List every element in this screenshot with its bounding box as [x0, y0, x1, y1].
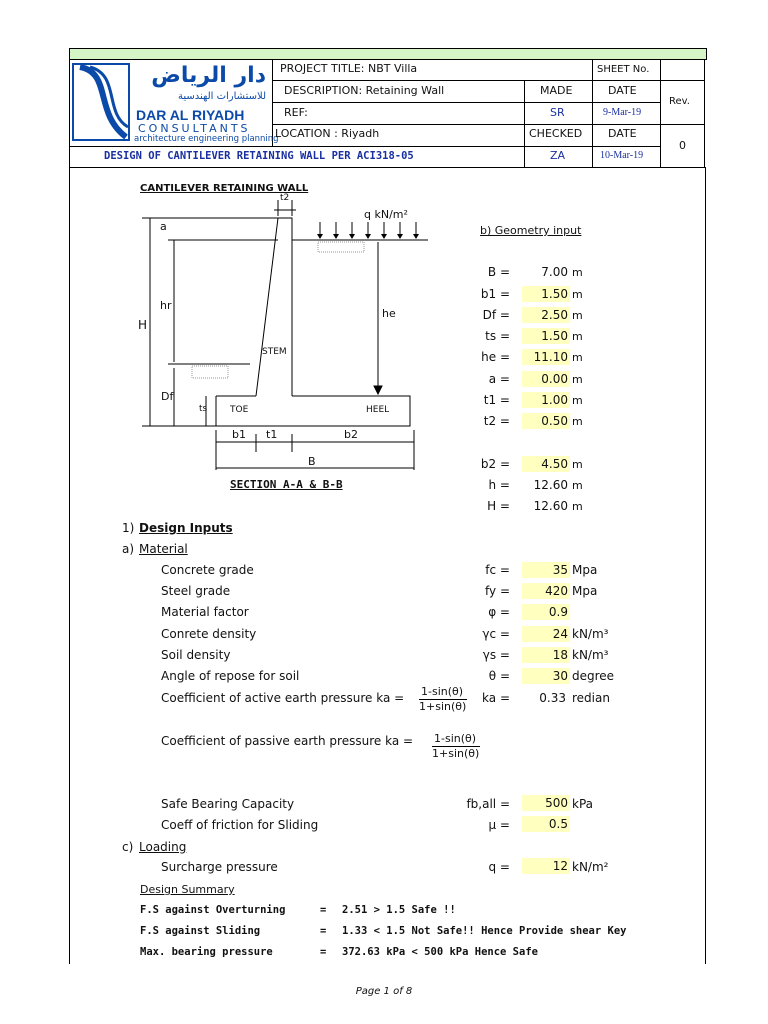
material-value: 35 [522, 562, 570, 578]
bearing-value: 500 [522, 795, 570, 811]
kp-den: 1+sin(θ) [432, 747, 480, 760]
geometry-label: ts = [485, 329, 510, 343]
material-value: 30 [522, 668, 570, 684]
geometry-value: 1.50 [522, 328, 570, 344]
summary-text: 2.51 > 1.5 Safe !! [342, 904, 456, 916]
retaining-wall-diagram [130, 190, 430, 490]
toe-label: TOE [230, 405, 249, 415]
description: DESCRIPTION: Retaining Wall [284, 84, 445, 97]
summary-name: F.S against Sliding [140, 925, 261, 937]
rev-label: Rev. [669, 96, 690, 107]
geometry-unit: m [572, 309, 583, 322]
geometry-value: 2.50 [522, 307, 570, 323]
friction-value: 0.5 [522, 816, 570, 832]
Df-label: Df [161, 390, 174, 403]
ka-num: 1-sin(θ) [421, 685, 464, 698]
t2-label: t2 [280, 193, 290, 203]
material-symbol: γs = [482, 648, 510, 662]
material-value: 0.9 [522, 604, 570, 620]
sheet-no-label: SHEET No. [597, 64, 650, 75]
material-value: 18 [522, 647, 570, 663]
summary-title: Design Summary [140, 883, 235, 896]
geometry-value: 4.50 [522, 456, 570, 472]
material-name: Concrete grade [161, 563, 254, 577]
geometry-value: 12.60 [533, 478, 568, 492]
geometry-unit: m [572, 373, 583, 386]
B-label: B [308, 455, 316, 468]
geometry-unit: m [572, 288, 583, 301]
material-unit: kN/m³ [572, 648, 609, 662]
summary-eq: = [320, 946, 327, 958]
logo-sub2: architecture engineering planning [134, 134, 279, 144]
material-name: Soil density [161, 648, 231, 662]
material-unit: degree [572, 669, 615, 683]
geometry-label: he = [481, 350, 510, 364]
geometry-label: Df = [482, 308, 510, 322]
ka-value: 0.33 [539, 691, 566, 705]
material-unit: Mpa [572, 563, 598, 577]
bearing-name: Safe Bearing Capacity [161, 797, 295, 811]
ka-label: Coefficient of active earth pressure ka = [161, 691, 405, 705]
friction-symbol: μ = [488, 818, 510, 832]
ka-symbol: ka = [482, 691, 510, 705]
geometry-label: b1 = [480, 287, 510, 301]
hr-label: hr [160, 299, 172, 312]
geometry-unit: m [572, 394, 583, 407]
material-name: Angle of repose for soil [161, 669, 300, 683]
material-name: Conrete density [161, 627, 257, 641]
geometry-value: 7.00 [541, 265, 568, 279]
geometry-label: h = [488, 478, 510, 492]
material-symbol: fc = [485, 563, 510, 577]
material-name: Steel grade [161, 584, 231, 598]
design-title: DESIGN OF CANTILEVER RETAINING WALL PER ACI318-05 [104, 150, 414, 162]
he-label: he [382, 307, 396, 320]
geometry-label: t1 = [483, 393, 510, 407]
material-value: 420 [522, 583, 570, 599]
made-value: SR [550, 106, 565, 119]
geometry-value: 0.50 [522, 413, 570, 429]
material-value: 24 [522, 626, 570, 642]
H-label: H [138, 318, 148, 332]
heel-label: HEEL [366, 405, 390, 415]
summary-eq: = [320, 925, 327, 937]
geometry-label: a = [488, 372, 510, 386]
geometry-label: t2 = [483, 414, 510, 428]
ka-den: 1+sin(θ) [419, 700, 467, 713]
location: LOCATION : Riyadh [275, 127, 380, 140]
summary-eq: = [320, 904, 327, 916]
material-label: a) [122, 542, 135, 556]
b2-label: b2 [344, 428, 358, 441]
checked-value: ZA [550, 149, 566, 162]
surcharge-name: Surcharge pressure [161, 860, 278, 874]
geometry-label: B = [487, 265, 510, 279]
kp-num: 1-sin(θ) [434, 732, 477, 745]
page-footer: Page 1 of 8 [355, 986, 413, 997]
geometry-value: 12.60 [533, 499, 568, 513]
geometry-value: 1.50 [522, 286, 570, 302]
geometry-title: b) Geometry input [480, 224, 582, 237]
geometry-value: 11.10 [522, 349, 570, 365]
stem-label: STEM [262, 347, 287, 357]
inputs-section-title: Design Inputs [139, 521, 233, 535]
bearing-unit: kPa [572, 797, 593, 811]
loading-title: Loading [139, 840, 187, 854]
geometry-label: b2 = [480, 457, 510, 471]
summary-name: Max. bearing pressure [140, 946, 273, 958]
b1-label: b1 [232, 428, 246, 441]
material-title: Material [139, 542, 188, 556]
geometry-value: 0.00 [522, 371, 570, 387]
summary-text: 372.63 kPa < 500 kPa Hence Safe [342, 946, 538, 958]
material-unit: kN/m³ [572, 627, 609, 641]
surcharge-unit: kN/m² [572, 860, 609, 874]
friction-name: Coeff of friction for Sliding [161, 818, 319, 832]
project-title: PROJECT TITLE: NBT Villa [280, 62, 418, 75]
date-label: DATE [608, 84, 637, 97]
made-date: 9-Mar-19 [603, 107, 642, 118]
date-label-2: DATE [608, 127, 637, 140]
checked-label: CHECKED [529, 127, 583, 140]
logo-arabic-title: دار الرياض [151, 63, 266, 88]
company-logo [72, 63, 279, 144]
section-label: SECTION A-A & B-B [230, 478, 343, 491]
ka-unit: redian [572, 691, 610, 705]
geometry-unit: m [572, 500, 583, 513]
logo-arabic-sub: للاستشارات الهندسية [177, 91, 266, 102]
rev-value: 0 [679, 139, 686, 152]
surcharge-symbol: q = [488, 860, 510, 874]
checked-date: 10-Mar-19 [600, 150, 644, 161]
geometry-unit: m [572, 330, 583, 343]
geometry-unit: m [572, 266, 583, 279]
geometry-unit: m [572, 479, 583, 492]
logo-emblem-icon [72, 63, 132, 143]
made-label: MADE [540, 84, 573, 97]
ts-label: ts [199, 404, 208, 414]
geometry-unit: m [572, 458, 583, 471]
geometry-unit: m [572, 415, 583, 428]
geometry-value: 1.00 [522, 392, 570, 408]
ref-label: REF: [284, 106, 308, 119]
kp-label: Coefficient of passive earth pressure ka = [161, 734, 414, 748]
inputs-section-num: 1) [122, 521, 135, 535]
surcharge-value: 12 [522, 858, 570, 874]
q-label: q kN/m² [364, 208, 408, 221]
summary-name: F.S against Overturning [140, 904, 286, 916]
loading-label: c) [122, 840, 134, 854]
bearing-symbol: fb,all = [466, 797, 510, 811]
material-name: Material factor [161, 605, 249, 619]
material-unit: Mpa [572, 584, 598, 598]
summary-text: 1.33 < 1.5 Not Safe!! Hence Provide shear Key [342, 925, 627, 937]
logo-sub1: CONSULTANTS [138, 122, 251, 135]
geometry-label: H = [487, 499, 510, 513]
material-symbol: γc = [482, 627, 510, 641]
material-symbol: θ = [488, 669, 510, 683]
a-label: a [160, 220, 167, 233]
logo-name: DAR AL RIYADH [136, 107, 245, 123]
t1-label: t1 [266, 428, 278, 441]
geometry-unit: m [572, 351, 583, 364]
material-symbol: fy = [485, 584, 510, 598]
material-symbol: φ = [488, 605, 510, 619]
diagram-title: CANTILEVER RETAINING WALL [140, 183, 309, 194]
